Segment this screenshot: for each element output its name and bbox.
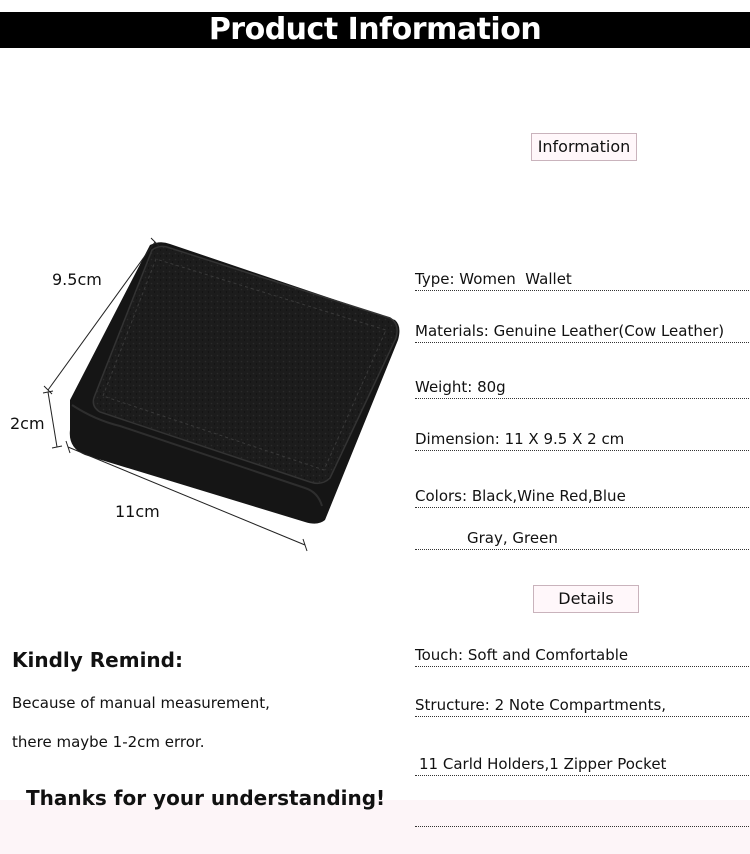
information-section-header: Information (531, 133, 637, 161)
spec-structure-continued (415, 755, 749, 776)
spec-empty-line (415, 808, 749, 827)
spec-structure-label: Structure: (415, 696, 495, 714)
spec-dimension-label: Dimension: (415, 430, 505, 448)
remind-line-1: Because of manual measurement, (12, 694, 270, 712)
spec-weight (415, 378, 749, 399)
details-section-header: Details (533, 585, 639, 613)
spec-colors-label: Colors: (415, 487, 472, 505)
spec-materials (415, 322, 749, 343)
page-title: Product Information (208, 12, 542, 47)
spec-touch-label: Touch: (415, 646, 468, 664)
spec-structure (415, 696, 749, 717)
remind-line-2: there maybe 1-2cm error. (12, 733, 205, 751)
spec-type-value: Women Wallet (459, 270, 572, 288)
spec-colors-continued-value: Gray, Green (467, 529, 558, 547)
thanks-message: Thanks for your understanding! (26, 786, 386, 810)
spec-dimension-value: 11 X 9.5 X 2 cm (504, 430, 625, 448)
spec-colors-continued (415, 529, 749, 550)
spec-weight-value: 80g (477, 378, 506, 396)
spec-structure-continued-value: 11 Carld Holders,1 Zipper Pocket (419, 755, 667, 773)
spec-type-label: Type: (415, 270, 460, 288)
spec-dimension (415, 430, 749, 451)
spec-structure-value: 2 Note Compartments, (494, 696, 667, 714)
spec-materials-label: Materials: (415, 322, 494, 340)
spec-type (415, 270, 749, 291)
spec-weight-label: Weight: (415, 378, 478, 396)
spec-touch (415, 646, 749, 667)
remind-title: Kindly Remind: (12, 648, 183, 672)
spec-colors (415, 487, 749, 508)
dimension-width-label: 11cm (115, 502, 160, 521)
spec-colors-value: Black,Wine Red,Blue (471, 487, 626, 505)
dimension-height-label: 9.5cm (52, 270, 102, 289)
dimension-depth-label: 2cm (10, 414, 45, 433)
spec-materials-value: Genuine Leather(Cow Leather) (493, 322, 725, 340)
spec-touch-value: Soft and Comfortable (467, 646, 629, 664)
